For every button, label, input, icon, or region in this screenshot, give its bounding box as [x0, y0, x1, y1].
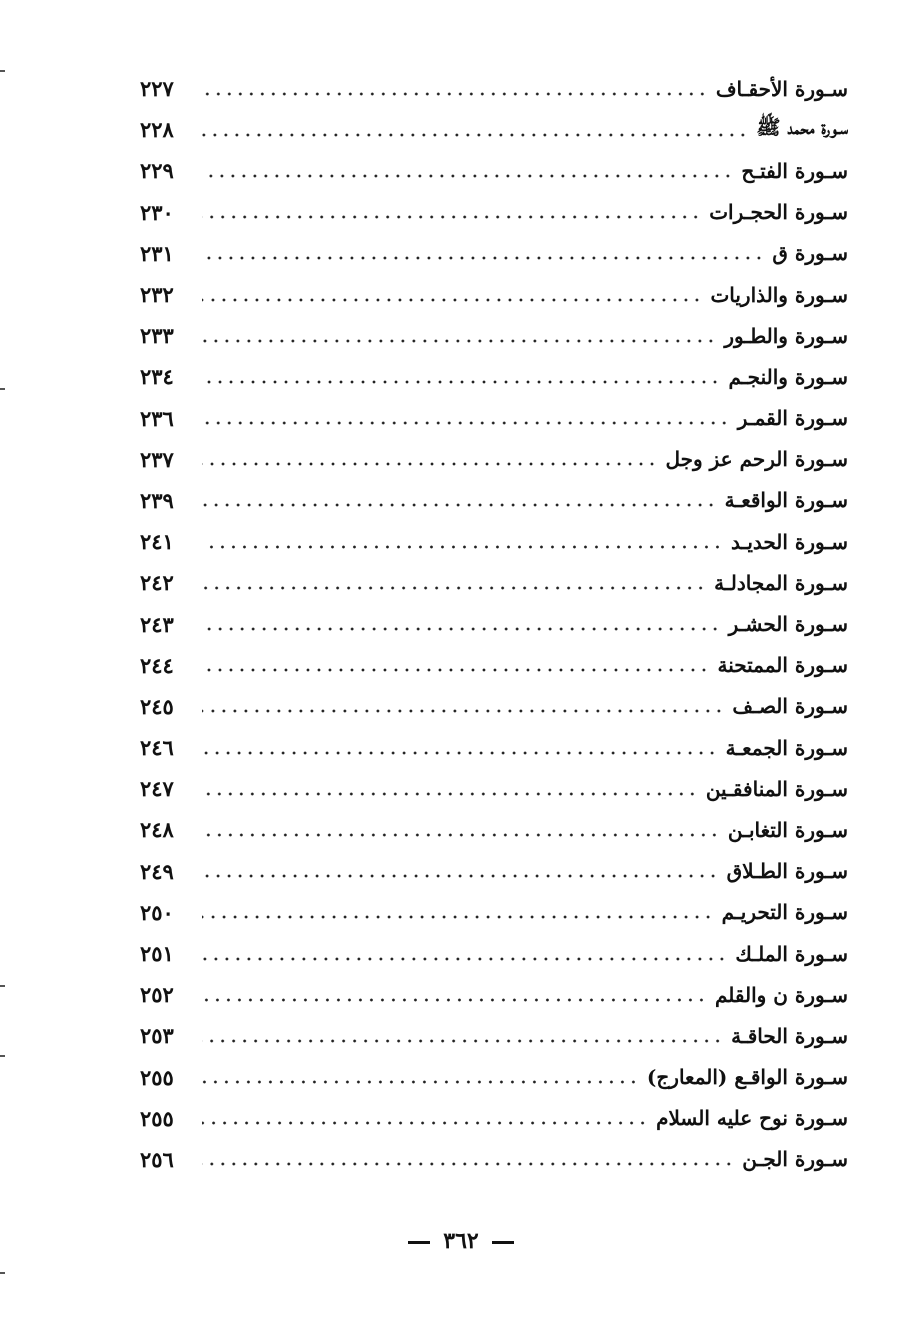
- toc-entry: [140, 521, 848, 562]
- toc-entry-page-number: ٢٣١: [140, 240, 174, 266]
- scan-edge-mark: [0, 1055, 5, 1057]
- toc-entry-page-number: ٢٢٧: [140, 76, 174, 102]
- dot-leader: [202, 620, 721, 638]
- toc-entry: [140, 274, 848, 315]
- toc-entry: [140, 1015, 848, 1056]
- toc-entry-page-number: ٢٥٦: [140, 1146, 174, 1172]
- toc-entry: [140, 68, 848, 109]
- toc-entry: [140, 233, 848, 274]
- dot-leader: [202, 579, 706, 597]
- toc-entry-page-number: ٢٤٩: [140, 858, 174, 884]
- dot-leader: [202, 661, 709, 679]
- page-footer: [0, 1228, 922, 1254]
- toc-entry-title: سـورة ق: [772, 241, 848, 266]
- toc-entry-title: سـورة والذاريات: [710, 282, 848, 307]
- dot-leader: [202, 85, 708, 103]
- toc-entry-page-number: ٢٣٠: [140, 199, 174, 225]
- scan-edge-mark: [0, 1272, 5, 1274]
- toc-entry: [140, 933, 848, 974]
- toc-entry-title: سـورة التغابـن: [727, 817, 848, 842]
- scan-edge-mark: [0, 388, 5, 390]
- toc-entry-page-number: ٢٤١: [140, 529, 174, 555]
- toc-entry: [140, 851, 848, 892]
- toc-entry-page-number: ٢٤٣: [140, 611, 174, 637]
- toc-entry: [140, 562, 848, 603]
- dot-leader: [202, 702, 724, 720]
- toc-entry: [140, 645, 848, 686]
- toc-entry-title: سـورة الصـف: [732, 694, 848, 719]
- dot-leader: [202, 538, 723, 556]
- toc-entry-page-number: ٢٤٨: [140, 817, 174, 843]
- dot-leader: [202, 455, 658, 473]
- toc-entry-page-number: ٢٣٤: [140, 364, 174, 390]
- toc-entry-title: سـورة والنجـم: [728, 364, 848, 389]
- toc-entry-title: سـورة محمد ﷺ: [756, 115, 848, 140]
- toc-entry: [140, 1057, 848, 1098]
- toc-entry: [140, 1098, 848, 1139]
- toc-entry: [140, 686, 848, 727]
- footer-dash-right: [492, 1241, 514, 1244]
- toc-entry-page-number: ٢٥٥: [140, 1064, 174, 1090]
- dot-leader: [202, 867, 719, 885]
- toc-entry-title: سـورة الملـك: [735, 941, 848, 966]
- toc-entry-page-number: ٢٤٤: [140, 652, 174, 678]
- toc-entry-page-number: ٢٤٢: [140, 570, 174, 596]
- toc-entry-title: سـورة الحشـر: [728, 612, 848, 637]
- toc-entry-page-number: ٢٤٦: [140, 735, 174, 761]
- toc-entry: [140, 398, 848, 439]
- toc-entry-title: سـورة القمـر: [737, 406, 848, 431]
- dot-leader: [202, 744, 718, 762]
- toc-entry-title: سـورة الرحم عز وجل: [665, 447, 848, 472]
- toc-entry-page-number: ٢٤٥: [140, 693, 174, 719]
- toc-entry: [140, 603, 848, 644]
- toc-entry-title: سـورة نوح عليه السلام: [656, 1106, 848, 1131]
- toc-entry: [140, 727, 848, 768]
- toc-entry: [140, 192, 848, 233]
- dot-leader: [202, 126, 748, 144]
- toc-entry-page-number: ٢٢٨: [140, 117, 174, 143]
- toc-entry: [140, 892, 848, 933]
- toc-entry-title: سـورة الحجـرات: [709, 200, 848, 225]
- scan-edge-mark: [0, 985, 5, 987]
- toc-entry-title: سـورة الواقعـة: [724, 488, 848, 513]
- toc-entry-page-number: ٢٣٧: [140, 446, 174, 472]
- toc-entry: [140, 439, 848, 480]
- toc-entry-page-number: ٢٥١: [140, 941, 174, 967]
- toc-entry-page-number: ٢٣٦: [140, 405, 174, 431]
- toc-entry-page-number: ٢٣٣: [140, 323, 174, 349]
- dot-leader: [202, 249, 764, 267]
- toc-entry-title: سـورة الجـن: [742, 1147, 848, 1172]
- dot-leader: [202, 785, 698, 803]
- dot-leader: [202, 291, 702, 309]
- dot-leader: [202, 1073, 639, 1091]
- toc-entry-title: سـورة الطـلاق: [726, 859, 848, 884]
- toc-entry-title: سـورة والطـور: [724, 323, 848, 348]
- toc-entry: [140, 356, 848, 397]
- dot-leader: [202, 167, 733, 185]
- toc-entry-title: سـورة الأحقـاف: [715, 76, 848, 101]
- toc-entry-page-number: ٢٥٥: [140, 1105, 174, 1131]
- toc-entry: [140, 109, 848, 150]
- dot-leader: [202, 908, 714, 926]
- toc-entry-title: سـورة الواقـع (المعارج): [646, 1065, 848, 1090]
- toc-entry-page-number: ٢٥٠: [140, 899, 174, 925]
- table-of-contents: [140, 68, 848, 1180]
- toc-entry-page-number: ٢٣٢: [140, 282, 174, 308]
- toc-entry-title: سـورة ن والقلم: [714, 982, 848, 1007]
- toc-entry-page-number: ٢٥٢: [140, 982, 174, 1008]
- scan-edge-mark: [0, 70, 5, 72]
- dot-leader: [202, 1114, 648, 1132]
- dot-leader: [202, 414, 730, 432]
- toc-entry: [140, 480, 848, 521]
- toc-entry-title: سـورة الفتـح: [741, 158, 848, 183]
- dot-leader: [202, 208, 701, 226]
- toc-entry-title: سـورة الممتحنة: [717, 653, 848, 678]
- toc-entry: [140, 150, 848, 191]
- toc-entry: [140, 1139, 848, 1180]
- dot-leader: [202, 1155, 734, 1173]
- toc-entry-title: سـورة الحديـد: [730, 529, 848, 554]
- dot-leader: [202, 950, 727, 968]
- dot-leader: [202, 826, 720, 844]
- toc-entry: [140, 809, 848, 850]
- footer-page-number: ٣٦٢: [443, 1228, 479, 1254]
- toc-entry: [140, 315, 848, 356]
- toc-entry-page-number: ٢٤٧: [140, 776, 174, 802]
- footer-dash-left: [408, 1241, 430, 1244]
- dot-leader: [202, 373, 721, 391]
- dot-leader: [202, 991, 707, 1009]
- toc-entry-title: سـورة الجمعـة: [725, 735, 848, 760]
- toc-entry-title: سـورة المجادلـة: [714, 570, 848, 595]
- toc-entry-page-number: ٢٥٣: [140, 1023, 174, 1049]
- toc-entry-page-number: ٢٢٩: [140, 158, 174, 184]
- toc-entry-title: سـورة التحريـم: [721, 900, 848, 925]
- toc-entry: [140, 974, 848, 1015]
- toc-entry-title: سـورة المنافقـين: [705, 776, 848, 801]
- toc-entry-page-number: ٢٣٩: [140, 487, 174, 513]
- dot-leader: [202, 1032, 723, 1050]
- dot-leader: [202, 332, 716, 350]
- toc-entry-title: سـورة الحاقـة: [731, 1023, 848, 1048]
- dot-leader: [202, 496, 717, 514]
- toc-entry: [140, 768, 848, 809]
